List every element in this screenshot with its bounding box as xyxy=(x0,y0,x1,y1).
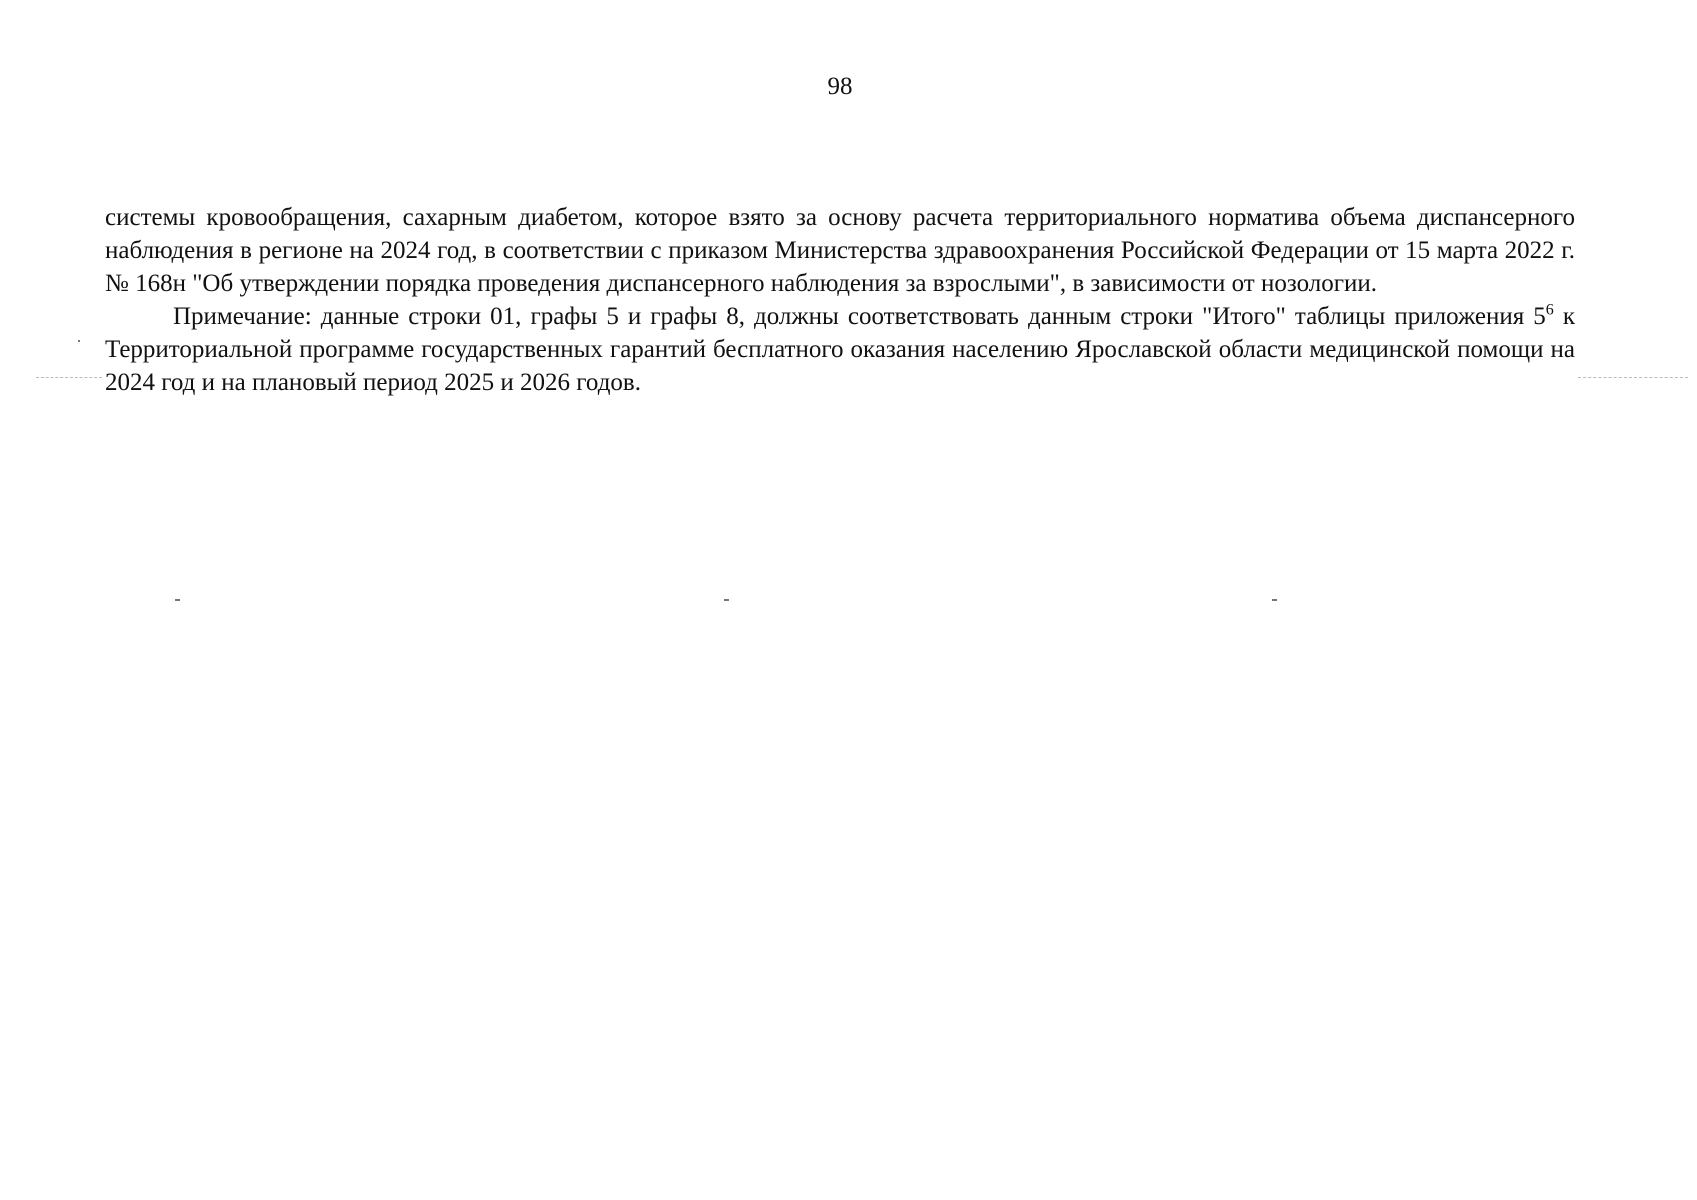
document-body xyxy=(105,201,1575,399)
scan-artifact xyxy=(175,599,180,601)
scan-artifact-line xyxy=(1578,377,1688,378)
note-text-start: Примечание: данные строки 01, графы 5 и графы 8, должны соответствовать данным строки "Итого" таблицы приложения 5 xyxy=(173,303,1546,330)
scan-artifact xyxy=(1272,599,1277,601)
scan-artifact xyxy=(78,340,80,342)
scan-artifact-line xyxy=(36,377,102,378)
paragraph-continuation: системы кровообращения, сахарным диабетом, которое взято за основу расчета территориального норматива объема диспансерного наблюдения в регионе на 2024 год, в соответствии с приказом Министерства здравоохранения Российской Федерации от 15 марта 2022 г. № 168н "Об утверждении порядка проведения диспансерного наблюдения за взрослыми", в зависимости от нозологии. xyxy=(105,204,1575,297)
note-text-end: к Территориальной программе государственных гарантий бесплатного оказания населению Ярославской области медицинской помощи на 2024 год и на плановый период 2025 и 2026 годов. xyxy=(105,303,1575,396)
page-number: 98 xyxy=(827,73,853,100)
note-superscript: 6 xyxy=(1545,301,1554,319)
scan-artifact xyxy=(724,599,729,601)
paragraph-note xyxy=(105,300,1575,399)
